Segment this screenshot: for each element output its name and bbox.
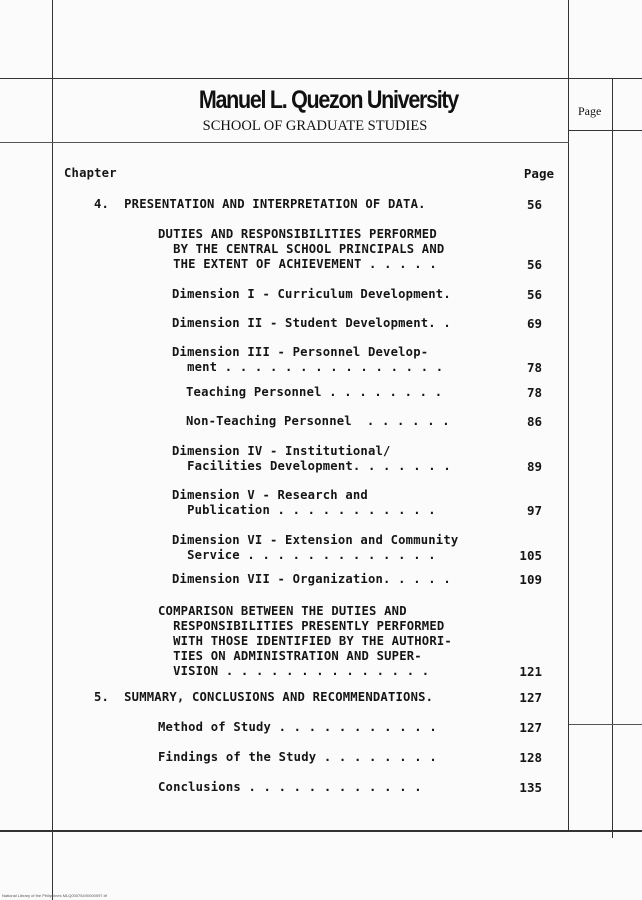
toc-page-number: 109 [519,572,542,587]
toc-page-number: 56 [526,287,542,302]
toc-entry-line: BY THE CENTRAL SCHOOL PRINCIPALS AND [158,242,445,256]
right-tick-line [569,724,642,725]
header-bottom-line [0,142,569,143]
toc-page-number: 135 [519,780,542,795]
letterhead [0,0,642,140]
toc-entry-line: Facilities Development. . . . . . . [172,459,451,473]
school-name: SCHOOL OF GRADUATE STUDIES [202,118,428,134]
toc-entry-line: Non-Teaching Personnel . . . . . . [186,414,450,428]
footer-line [0,830,642,832]
toc-page-number: 86 [526,414,542,429]
toc-entry-line: Dimension V - Research and [172,488,368,502]
page-column-label: Page [578,104,602,118]
toc-page-number: 78 [526,385,542,400]
toc-entry-line: Findings of the Study . . . . . . . . [158,750,437,764]
chapter-heading: Chapter [64,166,117,180]
toc-page-number: 56 [526,257,542,272]
toc-page-number: 69 [526,316,542,331]
toc-entry-line: Conclusions . . . . . . . . . . . . [158,780,422,794]
toc-entry-line: Dimension III - Personnel Develop- [172,345,429,359]
toc-entry-line: Teaching Personnel . . . . . . . . [186,385,443,399]
toc-entry-line: 5. SUMMARY, CONCLUSIONS AND RECOMMENDATIONS. [94,690,434,704]
university-name: Manuel L. Quezon University [198,86,458,114]
toc-entry-line: COMPARISON BETWEEN THE DUTIES AND [158,604,407,618]
toc-entry-line: TIES ON ADMINISTRATION AND SUPER- [158,649,422,663]
toc-page-number: 89 [526,459,542,474]
toc-entry-line: RESPONSIBILITIES PRESENTLY PERFORMED [158,619,445,633]
toc-entry-line: Dimension VII - Organization. . . . . [172,572,451,586]
toc-entry-line: Method of Study . . . . . . . . . . . [158,720,437,734]
toc-page-number: 127 [519,690,542,705]
toc-entry-line: ment . . . . . . . . . . . . . . . [172,360,444,374]
toc-page-number: 56 [526,197,542,212]
toc-entry-line: Publication . . . . . . . . . . . [172,503,436,517]
toc-entry-line: VISION . . . . . . . . . . . . . . [158,664,430,678]
page-heading: Page [523,166,554,181]
toc-page-number: 128 [519,750,542,765]
toc-entry-line: DUTIES AND RESPONSIBILITIES PERFORMED [158,227,437,241]
toc-entry-line: Dimension I - Curriculum Development. [172,287,451,301]
toc-entry-line: THE EXTENT OF ACHIEVEMENT . . . . . [158,257,437,271]
toc-page-number: 105 [519,548,542,563]
toc-page-number: 121 [519,664,542,679]
toc-entry-line: Dimension IV - Institutional/ [172,444,391,458]
toc-entry-line: Dimension VI - Extension and Community [172,533,459,547]
toc-page-number: 78 [526,360,542,375]
toc-page-number: 97 [526,503,542,518]
toc-entry-line: Service . . . . . . . . . . . . . [172,548,436,562]
toc-entry-line: 4. PRESENTATION AND INTERPRETATION OF DATA. [94,197,426,211]
toc-entry-line: Dimension II - Student Development. . [172,316,451,330]
toc-page-number: 127 [519,720,542,735]
footer-text: National Library of the Philippines MLQ000754/0/000097.tif [2,893,107,898]
toc-entry-line: WITH THOSE IDENTIFIED BY THE AUTHORI- [158,634,452,648]
